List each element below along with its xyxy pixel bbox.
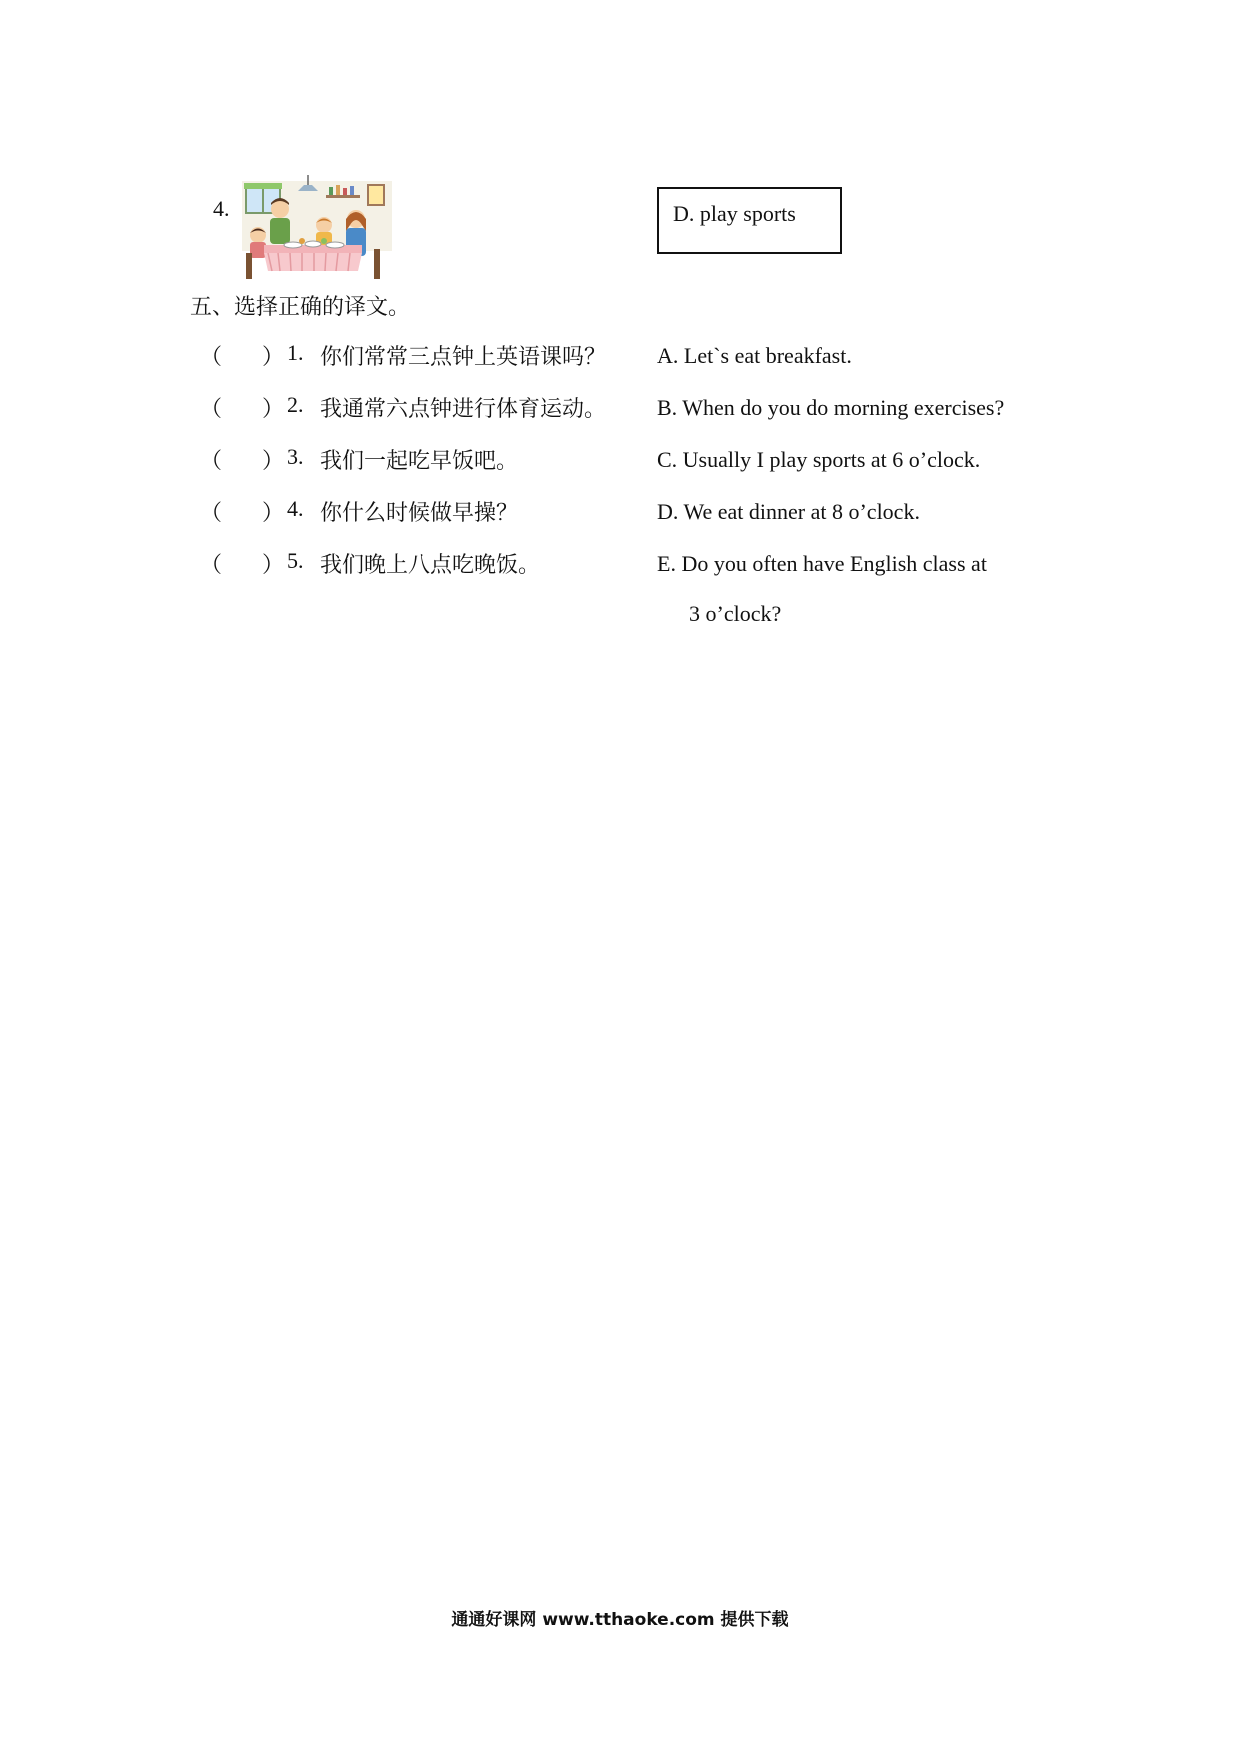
chinese-sentence: 你什么时候做早操？ bbox=[320, 500, 519, 525]
answer-blank-close: ） bbox=[262, 344, 285, 369]
answer-blank-close: ） bbox=[262, 448, 285, 473]
chinese-sentence: 你们常常三点钟上英语课吗？ bbox=[320, 344, 607, 369]
english-option: D. We eat dinner at 8 o’clock. bbox=[657, 499, 920, 524]
question-number: 4. bbox=[213, 196, 230, 221]
english-option: B. When do you do morning exercises? bbox=[657, 395, 1005, 420]
item-number: 3. bbox=[287, 444, 304, 469]
answer-blank-close: ） bbox=[262, 552, 285, 577]
english-option: E. Do you often have English class at bbox=[657, 551, 987, 576]
answer-blank-open[interactable]: （ bbox=[200, 552, 223, 577]
section-heading: 五、选择正确的译文。 bbox=[190, 294, 411, 319]
answer-blank-close: ） bbox=[262, 396, 285, 421]
family-dinner-illustration bbox=[238, 175, 400, 283]
answer-blank-open[interactable]: （ bbox=[200, 344, 223, 369]
item-number: 5. bbox=[287, 548, 304, 573]
family-dinner-illustration-svg bbox=[238, 175, 400, 283]
english-option-continuation: 3 o’clock? bbox=[689, 601, 782, 626]
chinese-sentence: 我们一起吃早饭吧。 bbox=[320, 448, 519, 473]
item-number: 1. bbox=[287, 340, 304, 365]
chinese-sentence: 我通常六点钟进行体育运动。 bbox=[320, 396, 607, 421]
english-option: C. Usually I play sports at 6 o’clock. bbox=[657, 447, 981, 472]
answer-blank-open[interactable]: （ bbox=[200, 500, 223, 525]
answer-option-box bbox=[657, 187, 842, 254]
answer-blank-open[interactable]: （ bbox=[200, 448, 223, 473]
answer-option-label: D. play sports bbox=[673, 201, 796, 226]
answer-blank-close: ） bbox=[262, 500, 285, 525]
item-number: 2. bbox=[287, 392, 304, 417]
item-number: 4. bbox=[287, 496, 304, 521]
answer-blank-open[interactable]: （ bbox=[200, 396, 223, 421]
footer-watermark: 通通好课网 www.tthaoke.com 提供下载 bbox=[451, 1610, 789, 1630]
chinese-sentence: 我们晚上八点吃晚饭。 bbox=[320, 552, 541, 577]
english-option: A. Let`s eat breakfast. bbox=[657, 343, 852, 368]
